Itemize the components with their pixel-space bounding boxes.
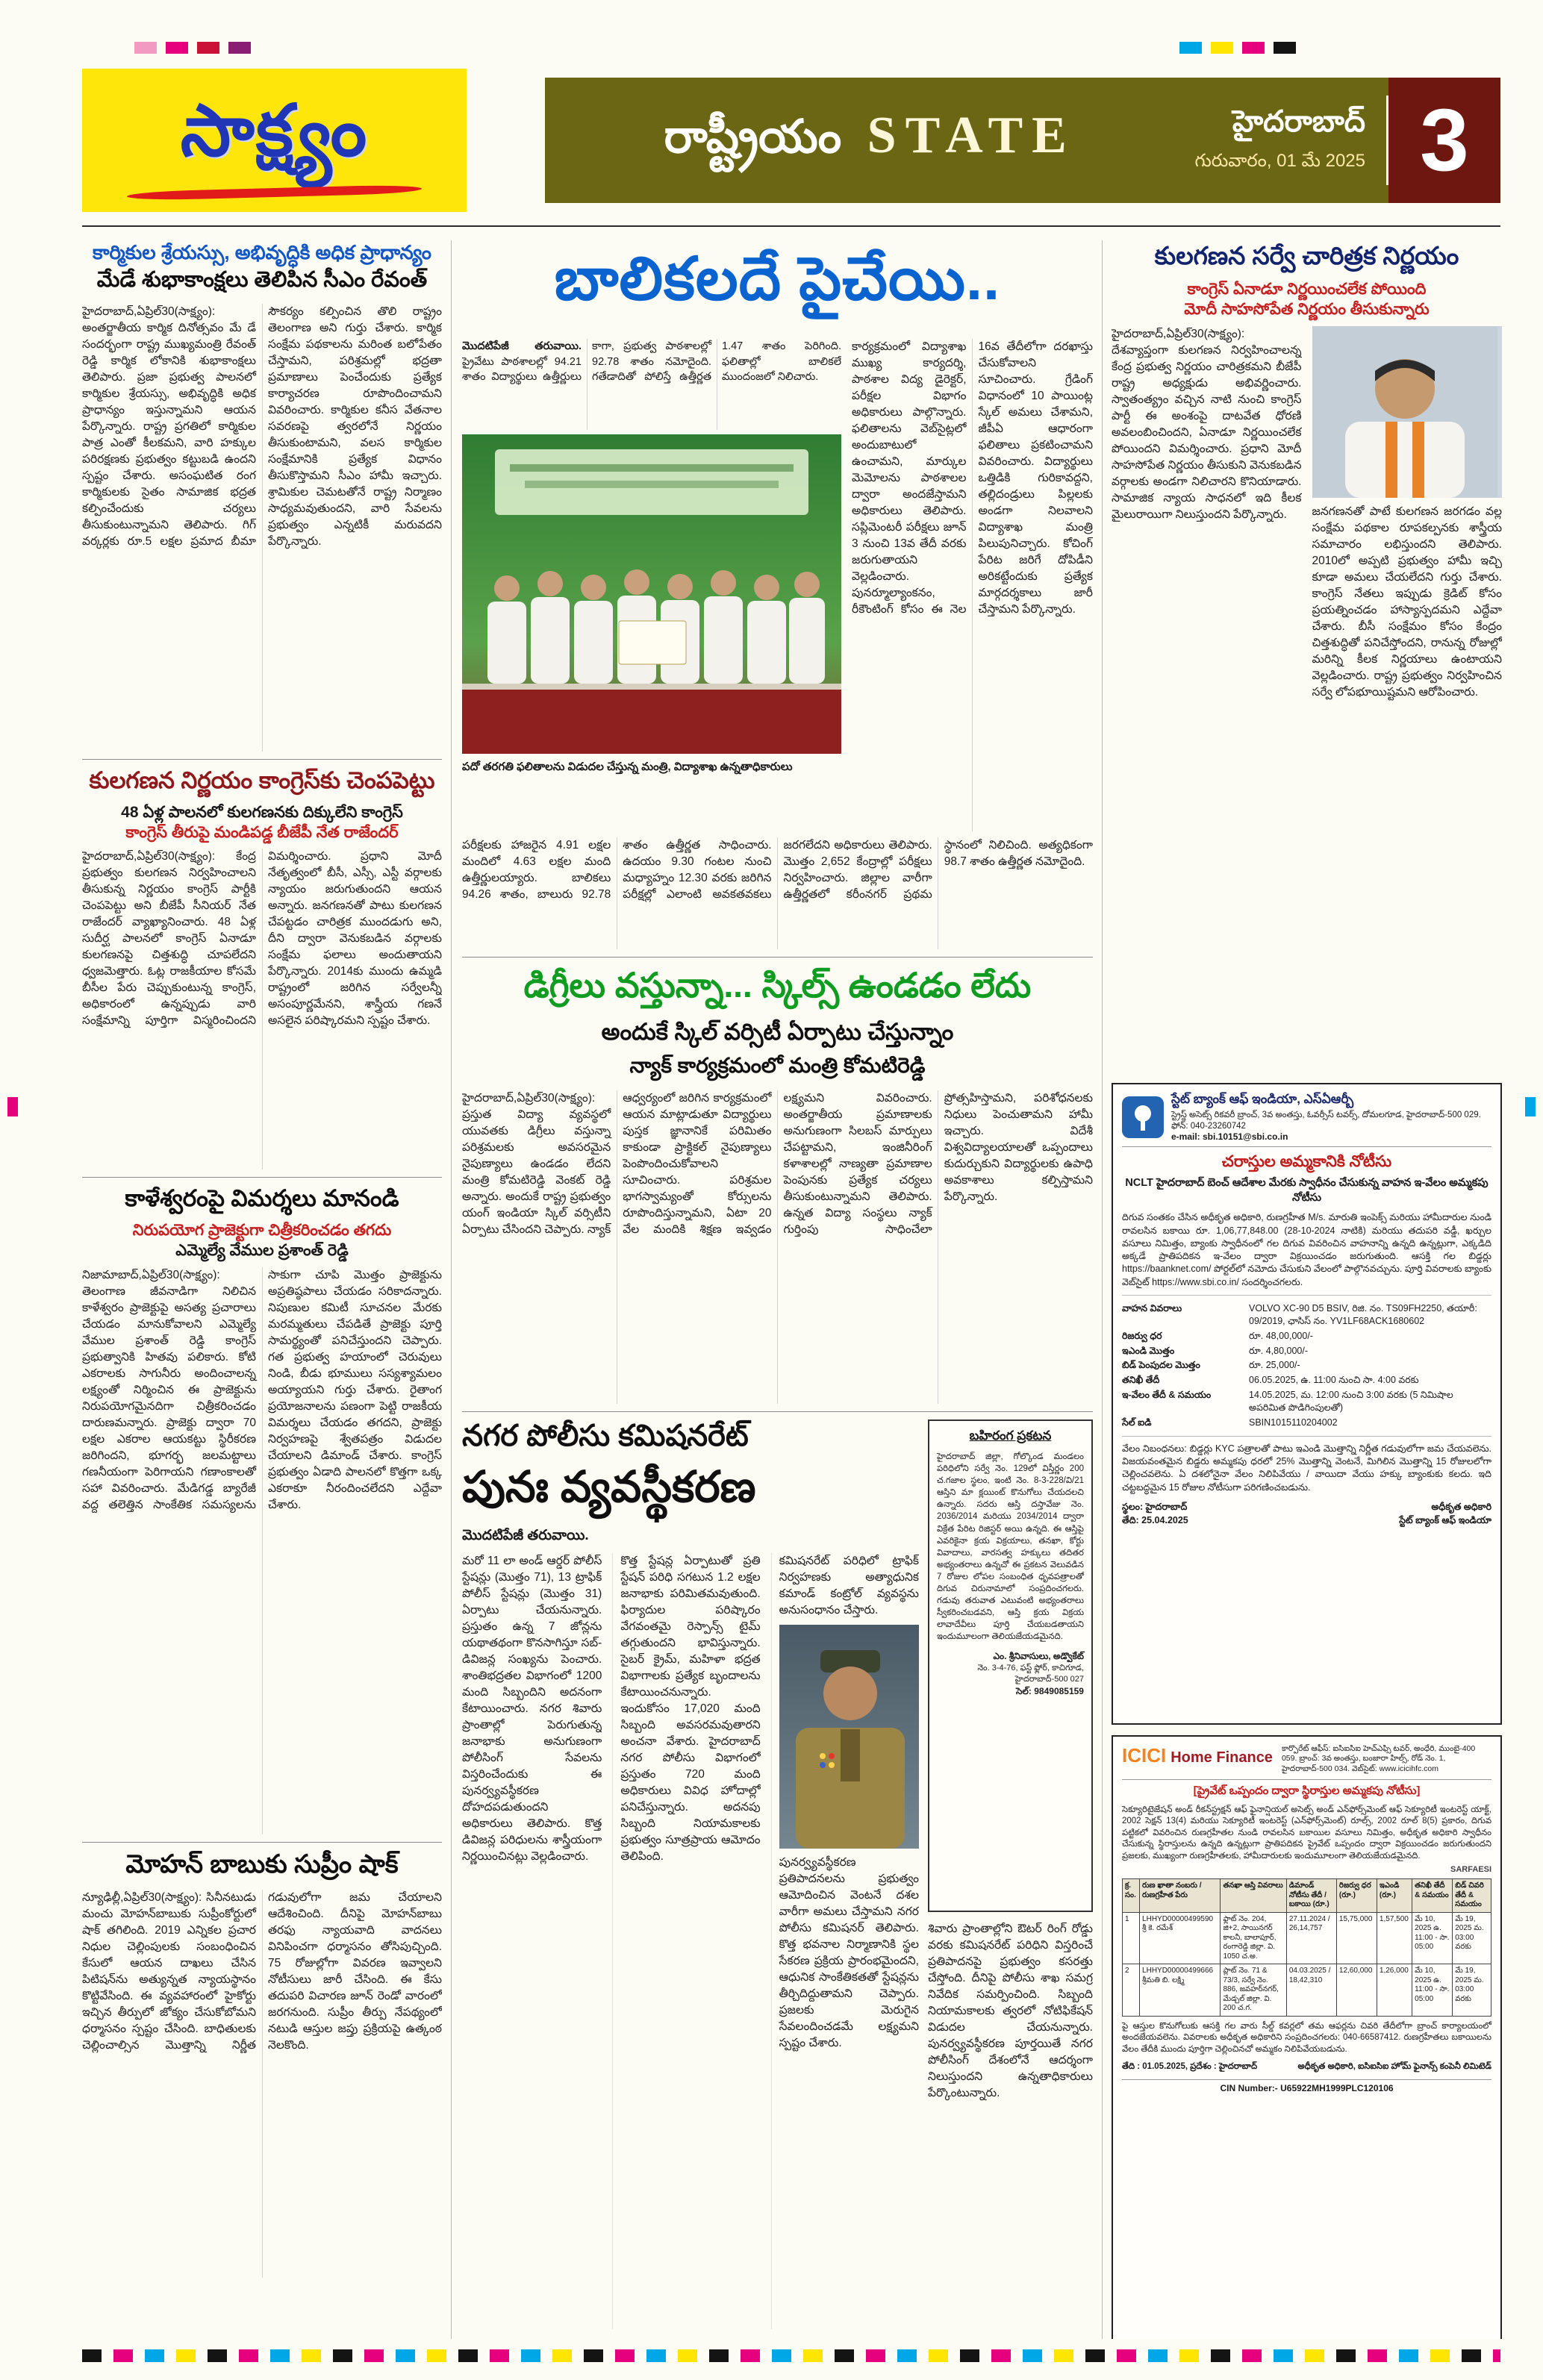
detail-value: రూ. 25,000/- (1249, 1360, 1300, 1371)
article-subhead: నిరుపయోగ ప్రాజెక్టుగా చిత్రీకరించడం తగదు (132, 1222, 392, 1240)
divider (462, 1411, 1093, 1412)
continuation-note: మొదటిపేజీ తరువాయి. (462, 1528, 589, 1543)
table-header-cell: తనఖా ఆస్తి వివరాలు (1221, 1879, 1286, 1913)
reg-mark (197, 42, 219, 54)
article-body: పరీక్షలకు హాజరైన 4.91 లక్షల మందిలో 4.63 లక్షల మంది ఉత్తీర్ణులయ్యారు. బాలికలు 94.26 శాతం, బాలురు 92.78 శాతం ఉత్తీర్ణత సాధించారు. ఉదయం 9.30 గంటల నుంచి మధ్యాహ్నం 12.30 వరకు జరిగిన పరీక్షల్లో ఎలాంటి అవకతవకలు జరగలేదని అధికారులు తెలిపారు. మొత్తం 2,652 కేంద్రాల్లో పరీక్షలు నిర్వహించారు. జిల్లాల వారీగా ఉత్తీర్ణతలో కరీంనగర్ ప్రథమ స్థానంలో నిలిచింది. అత్యధికంగా 98.7 శాతం ఉత్తీర్ణత నమోదైంది. (462, 839, 1093, 901)
article-column-text: కమిషనరేట్ పరిధిలో ట్రాఫిక్ నిర్వహణకు అత్యాధునిక కమాండ్ కంట్రోల్ వ్యవస్థను అనుసంధానం చేస్తారు. (779, 1555, 919, 1617)
detail-value: SBIN1015110204002 (1249, 1417, 1338, 1428)
table-cell: 1 (1123, 1912, 1140, 1964)
reg-mark (1179, 42, 1202, 54)
icici-logo-sub: Home Finance (1171, 1749, 1273, 1766)
icici-ad-terms: పై ఆస్తుల కొనుగోలుకు ఆసక్తి గల వారు సీల్డ్ కవర్లలో తమ ఆఫర్లను చివరి తేదీలోగా బ్రాంచ్ కార్యాలయంలో అందజేయవలెను. వివరాలకు అధీకృత అధికారిని సంప్రదించగలరు: 040-66587412. రుణగ్రహీతలు బకాయిలను వేలం తేదీకి ముందు పూర్తిగా చెల్లించినచో అమ్మకం నిలిపివేయబడును. (1122, 2021, 1491, 2054)
detail-label: బిడ్ పెంపుదల మొత్తం (1122, 1360, 1200, 1371)
table-body (1123, 1912, 1491, 2016)
police-body-columns (462, 1553, 919, 2329)
table-header-cell: ఇఎండి (రూ.) (1377, 1879, 1412, 1913)
table-cell: మే 19, 2025 మ. 03:00 వరకు (1453, 1912, 1491, 1964)
article-intro-text: ప్రైవేటు పాఠశాలల్లో 94.21 శాతం విద్యార్థులు ఉత్తీర్ణులు కాగా, ప్రభుత్వ పాఠశాలల్లో 92.78 శాతం నమోదైంది. గతేడాదితో పోలిస్తే ఉత్తీర్ణత 1.47 శాతం పెరిగింది. ఫలితాల్లో బాలికలే ముందంజలో నిలిచారు. (462, 340, 841, 384)
table-cell: LHHYD00000499590 శ్రీ కె. రమేశ్ (1140, 1912, 1221, 1964)
notice-title: బహిరంగ ప్రకటన (969, 1428, 1052, 1443)
continuation-note: మొదటిపేజీ తరువాయి. (462, 340, 582, 352)
table-cell: ప్లాట్ నెం. 71 & 73/3, సర్వే నెం. 886, జవహర్‌నగర్, మేడ్చల్ జిల్లా. వి. 200 చ.గ. (1221, 1964, 1286, 2017)
photo-caption: పదో తరగతి ఫలితాలను విడుదల చేస్తున్న మంత్రి, విద్యాశాఖ ఉన్నతాధికారులు (462, 760, 793, 773)
notice-address: నెం. 3-4-76, ఫస్ట్ ఫ్లోర్, కాచిగూడ, హైదరాబాద్-500 027 (977, 1663, 1084, 1684)
table-cell: 1,57,500 (1377, 1912, 1412, 1964)
masthead (82, 69, 1500, 212)
table-cell: 1,26,000 (1377, 1964, 1412, 2017)
notice-signoff: ఎం. శ్రీనివాసులు, అడ్వొకేట్ (993, 1650, 1084, 1661)
detail-label: రిజర్వు ధర (1122, 1330, 1162, 1341)
table-cell: 2 (1123, 1964, 1140, 2017)
edition-city: హైదరాబాద్ (1232, 105, 1365, 138)
leader-portrait-illustration (1312, 326, 1497, 498)
table-header-cell: డిమాండ్ నోటీసు తేదీ / బకాయి (రూ.) (1286, 1879, 1336, 1913)
sbi-ad-title: చరాస్తుల అమ్మకానికి నోటీసు (1221, 1153, 1392, 1171)
sbi-date: తేది: 25.04.2025 (1122, 1514, 1188, 1525)
article-body: హైదరాబాద్,ఏప్రిల్30(సాక్ష్యం): అంతర్జాతీయ కార్మిక దినోత్సవం మే డే సందర్భంగా రాష్ట్ర ముఖ్యమంత్రి రేవంత్ రెడ్డి కార్మిక లోకానికి శుభాకాంక్షలు తెలిపారు. ప్రజా ప్రభుత్వ పాలనలో కార్మికుల శ్రేయస్సు, అభివృద్ధికి అధిక ప్రాధాన్యం ఇస్తున్నామని ఆయన పేర్కొన్నారు. రాష్ట్ర ప్రగతిలో కార్మికుల పాత్ర ఎంతో కీలకమని, వారి హక్కుల పరిరక్షణకు ప్రభుత్వం కట్టుబడి ఉందని స్పష్టం చేశారు. అసంఘటిత రంగ కార్మికులకు సైతం సామాజిక భద్రత కల్పించేందుకు చర్యలు తీసుకుంటున్నామని తెలిపారు. గిగ్ వర్కర్లకు రూ.5 లక్షల ప్రమాద బీమా సౌకర్యం కల్పించిన తొలి రాష్ట్రం తెలంగాణ అని గుర్తు చేశారు. కార్మిక సంక్షేమ పథకాలను మరింత బలోపేతం చేస్తామని, పరిశ్రమల్లో భద్రతా ప్రమాణాలు పెంచేందుకు ప్రత్యేక కార్యాచరణ రూపొందించామని వివరించారు. కార్మికుల కనీస వేతనాల సవరణపై త్వరలోనే నిర్ణయం తీసుకుంటామని, వలస కార్మికుల సంక్షేమానికి ప్రత్యేక విధానం తీసుకొస్తామని సీఎం హామీ ఇచ్చారు. శ్రామికుల చెమటతోనే రాష్ట్ర నిర్మాణం సాధ్యమవుతుందని, వారి సేవలను ప్రభుత్వం ఎన్నటికీ మరువదని పేర్కొన్నారు. (82, 304, 442, 548)
sbi-bank-name: స్టేట్ బ్యాంక్ ఆఫ్ ఇండియా, ఎస్ఏఆర్బీ (1171, 1091, 1354, 1106)
icici-home-finance-ad (1112, 1735, 1502, 2339)
article-subhead: మోదీ సాహసోపేత నిర్ణయం తీసుకున్నారు (1184, 301, 1430, 319)
article-body: హైదరాబాద్,ఏప్రిల్30(సాక్ష్యం): ప్రస్తుత విద్యా వ్యవస్థలో యువతకు డిగ్రీలు వస్తున్నా పరిశ్రమలకు అవసరమైన నైపుణ్యాలు ఉండడం లేదని మంత్రి కోమటిరెడ్డి వెంకట్ రెడ్డి అన్నారు. అందుకే రాష్ట్ర ప్రభుత్వం యంగ్ ఇండియా స్కిల్ వర్సిటీని ఏర్పాటు చేసిందని చెప్పారు. న్యాక్ ఆధ్వర్యంలో జరిగిన కార్యక్రమంలో ఆయన మాట్లాడుతూ విద్యార్థులు పుస్తక జ్ఞానానికే పరిమితం కాకుండా ప్రాక్టికల్ నైపుణ్యాలు పెంపొందించుకోవాలని సూచించారు. పరిశ్రమల భాగస్వామ్యంతో కోర్సులను రూపొందిస్తున్నామని, ఏటా 20 వేల మందికి శిక్షణ ఇవ్వడం లక్ష్యమని వివరించారు. అంతర్జాతీయ ప్రమాణాలకు అనుగుణంగా సిలబస్ మార్పులు చేపట్టామని, ఇంజినీరింగ్ కళాశాలల్లో నాణ్యతా ప్రమాణాల పెంపునకు ప్రత్యేక చర్యలు తీసుకుంటున్నామని తెలిపారు. ఉన్నత విద్యా సంస్థలు న్యాక్ గుర్తింపు సాధించేలా ప్రోత్సహిస్తామని, పరిశోధనలకు నిధులు పెంచుతామని హామీ ఇచ్చారు. విదేశీ విశ్వవిద్యాలయాలతో ఒప్పందాలు కుదుర్చుకుని విద్యార్థులకు ఉపాధి అవకాశాలు కల్పిస్తామని పేర్కొన్నారు. (462, 1092, 1093, 1236)
auction-detail-row (1122, 1359, 1491, 1372)
reg-mark (1242, 42, 1265, 54)
divider (82, 1177, 442, 1178)
section-title-english: STATE (867, 107, 1076, 164)
sarfaesi-act-label: SARFAESI (1450, 1865, 1491, 1875)
notice-body: హైదరాబాద్ జిల్లా, గోల్కొండ మండలం పరిధిలోని సర్వే నెం. 129లో విస్తీర్ణం 200 చ.గజాల స్థలం, ఇంటి నెం. 8-3-228/వి/21 ఆస్తిని మా క్లయింట్ కొనుగోలు చేయదలచి ఉన్నారు. సదరు ఆస్తి దస్తావేజు నెం. 2036/2014 మరియు 2034/2014 ద్వారా విక్రేత పేరిట రిజిస్టర్ అయి ఉన్నది. ఈ ఆస్తిపై ఎవరికైనా క్రయ విక్రయాలు, తనఖా, కోర్టు వివాదాలు, వారసత్వ హక్కులు తదితర అభ్యంతరాలు ఉన్నచో ఈ ప్రకటన వెలువడిన 7 రోజుల లోపల సంబంధిత ధృవపత్రాలతో దిగువ చిరునామాలో సంప్రదించగలరు. గడువు తరువాత ఎటువంటి అభ్యంతరాలు స్వీకరించబడవని, ఆస్తి క్రయ విక్రయ లావాదేవీలు పూర్తి చేయబడతాయని ఇందుమూలంగా తెలియజేయడమైనది. (937, 1452, 1084, 1642)
section-title (545, 106, 1194, 175)
table-cell: మే 10, 2025 ఉ. 11:00 - సా. 05:00 (1412, 1964, 1453, 2017)
section-band (545, 78, 1500, 203)
table-header-cell: రిజర్వు ధర (రూ.) (1336, 1879, 1377, 1913)
police-article-main (462, 1419, 919, 2339)
icici-cin: CIN Number:- U65922MH1999PLC120106 (1122, 2079, 1491, 2093)
article-caste-survey (1112, 242, 1502, 1072)
detail-value: VOLVO XC-90 D5 BSIV, రిజి. నం. TS09FH2250, తయారీ: 09/2019, ఛాసిస్ నం. YV1LF68ACK1680602 (1249, 1302, 1477, 1326)
article-intro (462, 339, 841, 430)
edition-info (1194, 96, 1388, 185)
reg-mark (166, 42, 188, 54)
sbi-ad-terms: వేలం నిబంధనలు: బిడ్డర్లు KYC పత్రాలతో పాటు ఇఎండి మొత్తాన్ని నిర్ణీత గడువులోగా జమ చేయవలెను. విజయవంతమైన బిడ్డరు అమ్మకపు ధరలో 25% మొత్తాన్ని వెంటనే, మిగిలిన మొత్తాన్ని 15 రోజులలోగా చెల్లించవలెను. ఏ దశలోనైనా వేలం నిలిపివేయు / వాయిదా వేయు హక్కు బ్యాంకుకు కలదు. ఇది చట్టబద్ధమైన 15 రోజుల నోటీసుగా పరిగణించబడును. (1122, 1443, 1491, 1493)
photo-ssc-results-event (462, 434, 841, 754)
article-column-text: పునర్వ్యవస్థీకరణ ప్రతిపాదనలను ప్రభుత్వం ఆమోదించిన వెంటనే దశల వారీగా అమలు చేస్తామని నగర పోలీసు కమిషనర్ తెలిపారు. కొత్త భవనాల నిర్మాణానికి స్థల సేకరణ ప్రక్రియ ప్రారంభమైందని, ఆధునిక సాంకేతికతతో స్టేషన్లను తీర్చిదిద్దుతామని చెప్పారు. ప్రజలకు మెరుగైన సేవలందించడమే లక్ష్యమని స్పష్టం చేశారు. (779, 1856, 919, 2049)
sbi-place: స్థలం: హైదరాబాద్ (1122, 1501, 1188, 1512)
article-headline: కులగణన నిర్ణయం కాంగ్రెస్‌కు చెంపపెట్టు (89, 766, 435, 793)
table-row (1123, 1912, 1491, 1964)
article-body: నిజామాబాద్,ఏప్రిల్30(సాక్ష్యం): తెలంగాణ జీవనాడిగా నిలిచిన కాళేశ్వరం ప్రాజెక్టుపై అసత్య ప్రచారాలు చేయడం మానుకోవాలని ఎమ్మెల్యే వేముల ప్రశాంత్ రెడ్డి కాంగ్రెస్ ప్రభుత్వానికి హితవు పలికారు. కోటి ఎకరాలకు సాగునీరు అందించాలన్న లక్ష్యంతో నిర్మించిన ఈ ప్రాజెక్టును నిరుపయోగమైనదిగా చిత్రీకరించడం దారుణమన్నారు. ప్రాజెక్టు ద్వారా 70 లక్షల ఎకరాల ఆయకట్టు స్థిరీకరణ జరిగిందని, భూగర్భ జలమట్టాలు గణనీయంగా పెరిగాయని గణాంకాలతో సహా వివరించారు. మేడిగడ్డ బ్యారేజీ వద్ద తలెత్తిన సాంకేతిక సమస్యలను సాకుగా చూపి మొత్తం ప్రాజెక్టును అప్రతిష్ఠపాలు చేయడం సరికాదన్నారు. నిపుణుల కమిటీ సూచనల మేరకు మరమ్మతులు చేపడితే ప్రాజెక్టు పూర్తి సామర్థ్యంతో పనిచేస్తుందని చెప్పారు. గత ప్రభుత్వ హయాంలో చెరువులు నిండి, బీడు భూములు సస్యశ్యామలం అయ్యాయని గుర్తు చేశారు. రైతాంగ ప్రయోజనాలను పణంగా పెట్టి రాజకీయ విమర్శలు చేయడం తగదని, ప్రాజెక్టు నిర్వహణపై శ్వేతపత్రం విడుదల చేయాలని డిమాండ్ చేశారు. కాంగ్రెస్ ప్రభుత్వం ఏడాది పాలనలో కొత్తగా ఒక్క ఎకరాకూ నీరందించలేదని ఎద్దేవా చేశారు. (82, 1268, 442, 1511)
article-may-day (82, 240, 442, 752)
article-subhead: న్యాక్ కార్యక్రమంలో మంత్రి కోమటిరెడ్డి (629, 1054, 926, 1077)
divider (82, 759, 442, 760)
divider (82, 1842, 442, 1843)
icici-ad-header (1122, 1744, 1491, 1780)
sbi-place-date (1122, 1502, 1188, 1528)
lead-headline: బాలికలదే పైచేయి.. (554, 246, 1001, 312)
article-mohan-babu (82, 1850, 442, 2278)
detail-value: 06.05.2025, ఉ. 11:00 నుంచి సా. 4:00 వరకు (1249, 1375, 1419, 1386)
article-column: హైదరాబాద్,ఏప్రిల్30(సాక్ష్యం): దేశవ్యాప్తంగా కులగణన నిర్వహించాలన్న కేంద్ర ప్రభుత్వ నిర్ణయం చారిత్రకమని బీజేపీ రాష్ట్ర అధ్యక్షుడు అభివర్ణించారు. స్వాతంత్య్రం వచ్చిన నాటి నుంచి కాంగ్రెస్ పార్టీ ఈ అంశంపై దాటవేత ధోరణి అవలంబించిందని, ఏనాడూ నిర్ణయించలేక పోయిందని విమర్శించారు. ప్రధాని మోదీ సాహసోపేత నిర్ణయం తీసుకుని వెనుకబడిన వర్గాలకు అండగా నిలిచారని కొనియాడారు. సామాజిక న్యాయ సాధనలో ఇది కీలక మైలురాయిగా నిలుస్తుందని పేర్కొన్నారు. (1112, 327, 1302, 521)
table-cell: 12,60,000 (1336, 1964, 1377, 2017)
page-number-box (1388, 78, 1500, 203)
article-column (771, 1553, 919, 2329)
sbi-ad-footer (1122, 1502, 1491, 1528)
print-registration-marks-right (1179, 42, 1296, 54)
auction-detail-row (1122, 1389, 1491, 1414)
left-column (82, 240, 442, 2339)
masthead-divider (82, 225, 1500, 227)
auction-detail-row (1122, 1345, 1491, 1358)
article-subhead: 48 ఏళ్ల పాలనలో కులగణనకు దిక్కులేని కాంగ్రెస్ (121, 803, 403, 821)
sbi-logo-icon (1122, 1096, 1164, 1138)
icici-signature: అధీకృత అధికారి, ఐసిఐసిఐ హోమ్ ఫైనాన్స్ కంపెనీ లిమిటెడ్ (1297, 2062, 1491, 2072)
table-header-cell: తనిఖీ తేదీ & సమయం (1412, 1879, 1453, 1913)
edition-date: గురువారం, 01 మే 2025 (1194, 151, 1365, 171)
print-registration-marks-left (134, 42, 251, 54)
article-body: న్యూఢిల్లీ,ఏప్రిల్30(సాక్ష్యం): సినీనటుడు మంచు మోహన్‌బాబుకు సుప్రీంకోర్టులో షాక్ తగిలింది. 2019 ఎన్నికల ప్రచార నిధుల చెల్లింపులకు సంబంధించిన కేసులో ఆయన దాఖలు చేసిన పిటిషన్‌ను అత్యున్నత న్యాయస్థానం కొట్టివేసింది. ఈ వ్యవహారంలో హైకోర్టు ఇచ్చిన తీర్పులో జోక్యం చేసుకోబోమని ధర్మాసనం స్పష్టం చేసింది. బాధితులకు చెల్లించాల్సిన మొత్తాన్ని నిర్ణీత గడువులోగా జమ చేయాలని ఆదేశించింది. దీనిపై మోహన్‌బాబు తరఫు న్యాయవాది వాదనలు వినిపించగా ధర్మాసనం తోసిపుచ్చింది. 75 రోజుల్లోగా వివరణ ఇవ్వాలని నోటీసులు జారీ చేసింది. ఈ కేసు తదుపరి విచారణ జూన్ రెండో వారంలో జరగనుంది. సుప్రీం తీర్పు నేపథ్యంలో నటుడి ఆస్తుల జప్తు ప్రక్రియపై ఉత్కంఠ నెలకొంది. (82, 1890, 442, 2052)
article-caste-slap (82, 767, 442, 1170)
icici-ad-paragraph: సెక్యూరిటైజేషన్ అండ్ రీకన్‌స్ట్రక్షన్ ఆఫ్ ఫైనాన్షియల్ అసెట్స్ అండ్ ఎన్‌ఫోర్స్‌మెంట్ ఆఫ్ సెక్యూరిటీ ఇంటరెస్ట్ యాక్ట్, 2002 సెక్షన్ 13(4) మరియు సెక్యూరిటీ ఇంటరెస్ట్ (ఎన్‌ఫోర్స్‌మెంట్) రూల్స్, 2002 రూల్ 8(5) ప్రకారం, దిగువ పట్టికలో వివరించిన రుణగ్రహీతల నుండి రావలసిన బకాయిల వసూలు నిమిత్తం, అధీకృత అధికారి స్వాధీనం చేసుకున్న స్థిరాస్తులను ఉన్నది ఉన్నట్లుగా ప్రాతిపదికన ప్రైవేట్ ఒప్పందం ద్వారా విక్రయించడం జరుగుతుందని ప్రజలకు, ముఖ్యంగా రుణగ్రహీతలకు, హామీదారులకు ఇందుమూలంగా తెలియజేయడమైనది. (1122, 1805, 1491, 1861)
article-subhead: మేడే శుభాకాంక్షలు తెలిపిన సీఎం రేవంత్ (96, 267, 428, 292)
sbi-auction-ad (1112, 1083, 1502, 1725)
article-ssc-results (462, 339, 1093, 831)
detail-value: రూ. 4,80,000/- (1249, 1345, 1309, 1356)
detail-value: 14.05.2025, మ. 12:00 నుంచి 3:00 వరకు (5 నిమిషాల అపరిమిత పొడిగింపులతో) (1249, 1390, 1453, 1414)
auction-detail-row (1122, 1417, 1491, 1429)
sbi-sign-org: స్టేట్ బ్యాంక్ ఆఫ్ ఇండియా (1399, 1514, 1491, 1525)
detail-label: ఇ-వేలం తేదీ & సమయం (1122, 1390, 1212, 1401)
section-title-telugu: రాష్ట్రీయం (664, 111, 842, 163)
article-column-text: జనగణనతో పాటే కులగణన జరగడం వల్ల సంక్షేమ పథకాల రూపకల్పనకు శాస్త్రీయ సమాచారం లభిస్తుందని తెలిపారు. 2010లో అప్పటి ప్రభుత్వం హామీ ఇచ్చి కూడా అమలు చేయలేదని గుర్తు చేశారు. కాంగ్రెస్ నేతలు ఇప్పుడు క్రెడిట్ కోసం ప్రయత్నించడం హాస్యాస్పదమని ఎద్దేవా చేశారు. బీసీ సంక్షేమం కోసం కేంద్రం చిత్తశుద్ధితో పనిచేస్తోందని, రానున్న రోజుల్లో మరిన్ని కీలక నిర్ణయాలు ఉంటాయని వెల్లడించారు. రాష్ట్ర ప్రభుత్వం నిర్వహించిన సర్వే లోపభూయిష్టమని ఆరోపించారు. (1312, 505, 1502, 699)
sbi-bank-address: స్ట్రెస్డ్ అసెట్స్ రికవరీ బ్రాంచ్, 3వ అంతస్తు, ఓవర్సీస్ టవర్స్, దోమలగూడ, హైదరాబాద్-500 029. ఫోన్: 040-23260742 (1171, 1110, 1481, 1131)
table-header-cell: బిడ్ చివరి తేదీ & సమయం (1453, 1879, 1491, 1913)
article-subhead: కాంగ్రెస్ తీరుపై మండిపడ్డ బీజేపీ నేత రాజేందర్ (125, 823, 399, 841)
icici-date-place: తేది : 01.05.2025, ప్రదేశం : హైదరాబాద్ (1122, 2062, 1258, 2072)
reg-mark (1211, 42, 1233, 54)
auction-detail-row (1122, 1330, 1491, 1343)
police-portrait-illustration (779, 1625, 919, 1849)
table-row (1123, 1964, 1491, 2017)
masthead-gap (467, 69, 545, 212)
sbi-ad-subtitle: NCLT హైదరాబాద్ బెంచ్ ఆదేశాల మేరకు స్వాధీనం చేసుకున్న వాహన ఇ-వేలం అమ్మకపు నోటీసు (1125, 1177, 1489, 1205)
print-color-bar (82, 2349, 1500, 2362)
table-header (1123, 1879, 1491, 1913)
detail-value: రూ. 48,00,000/- (1249, 1330, 1313, 1341)
sbi-sign-title: అధీకృత అధికారి (1431, 1501, 1491, 1512)
reg-mark (1274, 42, 1296, 54)
article-column: శివారు ప్రాంతాల్లోని ఔటర్ రింగ్ రోడ్డు వరకు కమిషనరేట్ పరిధిని విస్తరించే ప్రతిపాదనపై ప్రభుత్వం కసరత్తు చేస్తోంది. దీనిపై పోలీసు శాఖ సమగ్ర నివేదిక సమర్పించింది. సిబ్బంది నియామకాలకు త్వరలో నోటిఫికేషన్ విడుదల చేయనున్నారు. పునర్వ్యవస్థీకరణ పూర్తయితే నగర పోలీసింగ్ దేశంలోనే ఆదర్శంగా నిలుస్తుందని ఉన్నతాధికారులు పేర్కొంటున్నారు. (928, 1923, 1093, 2099)
police-side-stack (928, 1419, 1093, 2339)
auction-detail-row (1122, 1302, 1491, 1328)
icici-auction-table (1122, 1878, 1491, 2017)
newspaper-logo (82, 69, 467, 212)
center-column (451, 240, 1093, 2339)
article-kaleshwaram (82, 1185, 442, 1834)
detail-label: వాహన వివరాలు (1122, 1302, 1182, 1314)
survey-body-columns (1112, 326, 1502, 1072)
photo-police-commissioner (779, 1625, 919, 1849)
icici-logo-main: ICICI (1122, 1743, 1167, 1767)
sbi-ad-paragraph: దిగువ సంతకం చేసిన అధీకృత అధికారి, రుణగ్రహీత M/s. మారుతి ఇంపెక్స్ మరియు హామీదారుల నుండి రావలసిన బకాయి రూ. 1,06,77,848.00 (28-10-2024 నాటికి) మరియు తదుపరి వడ్డీ, ఖర్చుల వసూలు నిమిత్తం, బ్యాంకు స్వాధీనంలో గల దిగువ వివరించిన వాహనాన్ని ఉన్నది ఉన్నట్లుగా, ఎక్కడిది అక్కడే ప్రాతిపదికన ఇ-వేలం ద్వారా విక్రయించడం జరుగుతుంది. ఆసక్తి గల బిడ్డర్లు https://baanknet.com/ పోర్టల్‌లో నమోదు చేసుకుని వేలంలో పాల్గొనవచ్చును. పూర్తి వివరాలకు బ్యాంకు వెబ్‌సైట్ https://www.sbi.co.in/ సందర్శించగలరు. (1122, 1212, 1491, 1287)
article-column: మరో 11 లా అండ్ ఆర్డర్ పోలీస్ స్టేషన్లు (మొత్తం 71), 13 ట్రాఫిక్ పోలీస్ స్టేషన్లు (మొత్తం 31) ఏర్పాటు చేయనున్నారు. ప్రస్తుతం ఉన్న 7 జోన్లను యథాతథంగా కొనసాగిస్తూ సబ్-డివిజన్ల సంఖ్యను పెంచారు. శాంతిభద్రతల విభాగంలో 1200 మంది సిబ్బందిని అదనంగా కేటాయించారు. నగర శివారు ప్రాంతాల్లో పెరుగుతున్న జనాభాకు అనుగుణంగా పోలీసింగ్ సేవలను విస్తరించేందుకు ఈ పునర్వ్యవస్థీకరణ దోహదపడుతుందని అధికారులు తెలిపారు. కొత్త డివిజన్ల పరిధులను శాస్త్రీయంగా నిర్ణయించినట్లు వెల్లడించారు. (462, 1555, 602, 1863)
sbi-ad-header (1122, 1092, 1491, 1148)
article-headline: డిగ్రీలు వస్తున్నా... స్కిల్స్ ఉండడం లేదు (523, 966, 1032, 1005)
article-column: కొత్త స్టేషన్ల ఏర్పాటుతో ప్రతి స్టేషన్ పరిధి సగటున 1.2 లక్షల జనాభాకు పరిమితమవుతుంది. ఫిర్యాదుల పరిష్కారం వేగవంతమై రెస్పాన్స్ టైమ్ తగ్గుతుందని భావిస్తున్నారు. సైబర్ క్రైమ్, మహిళా భద్రత విభాగాలకు ప్రత్యేక బృందాలను కేటాయించనున్నారు. ఇందుకోసం 17,020 మంది సిబ్బంది అవసరమవుతారని అంచనా వేశారు. హైదరాబాద్ నగర పోలీసు విభాగంలో ప్రస్తుతం 720 మంది అధికారులు వివిధ హోదాల్లో పనిచేస్తున్నారు. అదనపు సిబ్బంది నియామకాలకు ప్రభుత్వం సూత్రప్రాయ ఆమోదం తెలిపింది. (612, 1553, 760, 2329)
sbi-signature (1399, 1502, 1491, 1528)
photo-ssc-illustration (462, 434, 841, 754)
table-cell: 27.11.2024 / 26,14,757 (1286, 1912, 1336, 1964)
reg-mark (134, 42, 157, 54)
divider (462, 957, 1093, 958)
table-cell: ఫ్లాట్ నెం. 204, జి+2, సాయినగర్ కాలనీ, బాలాపూర్, రంగారెడ్డి జిల్లా. వి. 1050 చ.అ. (1221, 1912, 1286, 1964)
table-header-cell: క్ర. సం. (1123, 1879, 1140, 1913)
auction-detail-row (1122, 1374, 1491, 1387)
table-cell: LHHYD00000499666 శ్రీమతి బి. లక్ష్మి (1140, 1964, 1221, 2017)
article-body: హైదరాబాద్,ఏప్రిల్30(సాక్ష్యం): కేంద్ర ప్రభుత్వం కులగణన నిర్వహించాలని తీసుకున్న నిర్ణయం కాంగ్రెస్ పార్టీకి చెంపపెట్టు అని బీజేపీ సీనియర్ నేత రాజేందర్ వ్యాఖ్యానించారు. 48 ఏళ్ల సుదీర్ఘ పాలనలో కాంగ్రెస్ ఏనాడూ కులగణనపై చిత్తశుద్ధి చూపలేదని ధ్వజమెత్తారు. ఓట్ల రాజకీయాల కోసమే బీసీల పేరు చెప్పుకుంటున్న కాంగ్రెస్, అధికారంలో ఉన్నప్పుడు వారి సంక్షేమాన్ని పూర్తిగా విస్మరించిందని విమర్శించారు. ప్రధాని మోదీ నేతృత్వంలో బీసీ, ఎస్సీ, ఎస్టీ వర్గాలకు న్యాయం జరుగుతుందని ఆయన అన్నారు. జనగణనతో పాటు కులగణన చేపట్టడం చారిత్రక ముందడుగు అని, దీని ద్వారా వెనుకబడిన వర్గాలకు సంక్షేమ ఫలాలు అందుతాయని పేర్కొన్నారు. 2014కు ముందు ఉమ్మడి రాష్ట్రంలో జరిగిన సర్వేలన్నీ అసంపూర్ణమేనని, శాస్త్రీయ గణనే అసలైన పరిష్కారమని స్పష్టం చేశారు. (82, 850, 442, 1028)
table-cell: 04.03.2025 / 18,42,310 (1286, 1964, 1336, 2017)
icici-ad-footer (1122, 2061, 1491, 2073)
article-kicker: కార్మికుల శ్రేయస్సు, అభివృద్ధికి అధిక ప్రాధాన్యం (93, 241, 431, 263)
article-headline: నగర పోలీసు కమిషనరేట్ (462, 1419, 749, 1452)
article-headline: కులగణన సర్వే చారిత్రక నిర్ణయం (1154, 242, 1459, 269)
sbi-bank-email: e-mail: sbi.10151@sbi.co.in (1171, 1131, 1288, 1143)
article-skills (462, 965, 1093, 1404)
newspaper-logo-text: సాక్ష్యం (180, 91, 369, 171)
reg-mark (228, 42, 251, 54)
legal-notice (928, 1419, 1093, 1912)
photo-bjp-leader (1312, 326, 1503, 498)
right-column (1102, 240, 1502, 2339)
icici-ad-title: [ప్రైవేట్ ఒప్పందం ద్వారా స్థిరాస్తుల అమ్మకపు నోటీసు] (1193, 1784, 1421, 1797)
table-header-row (1123, 1879, 1491, 1913)
reg-mark (1525, 1097, 1536, 1116)
sbi-bank-info (1171, 1092, 1491, 1143)
article-police-reorg (462, 1419, 1093, 2339)
article-side-column: కార్యక్రమంలో విద్యాశాఖ ముఖ్య కార్యదర్శి, పాఠశాల విద్య డైరెక్టర్, పరీక్షల విభాగం అధికారులు పాల్గొన్నారు. ఫలితాలను వెబ్‌సైట్లలో అందుబాటులో ఉంచామని, మార్కుల మెమోలను పాఠశాలల ద్వారా అందజేస్తామని అధికారులు తెలిపారు. సప్లిమెంటరీ పరీక్షలు జూన్ 3 నుంచి 13వ తేదీ వరకు జరుగుతాయని వెల్లడించారు. పునర్మూల్యాంకనం, రీకౌంటింగ్ కోసం ఈ నెల 16వ తేదీలోగా దరఖాస్తు చేసుకోవాలని సూచించారు. గ్రేడింగ్ విధానంలో 10 పాయింట్ల స్కేల్ అమలు చేశామని, జీపీఏ ఆధారంగా ఫలితాలు ప్రకటించామని వివరించారు. విద్యార్థులు ఒత్తిడికి గురికావద్దని, తల్లిదండ్రులు పిల్లలకు అండగా నిలవాలని విద్యాశాఖ మంత్రి పిలుపునిచ్చారు. కోచింగ్ పేరిట జరిగే దోపిడీని అరికట్టేందుకు ప్రత్యేక మార్గదర్శకాలు జారీ చేస్తామని పేర్కొన్నారు. (852, 340, 1093, 616)
article-column (1312, 326, 1503, 1072)
table-header-cell: రుణ ఖాతా నంబరు / రుణగ్రహీత పేరు (1140, 1879, 1221, 1913)
detail-label: ఇఎండి మొత్తం (1122, 1345, 1175, 1356)
table-cell: మే 10, 2025 ఉ. 11:00 - సా. 05:00 (1412, 1912, 1453, 1964)
ssc-left-block (462, 339, 841, 831)
notice-phone: సెల్: 9849085159 (1015, 1685, 1084, 1696)
icici-address: కార్పొరేట్ ఆఫీస్: ఐసిఐసిఐ హెచ్ఎఫ్సి టవర్, అంధేరి, ముంబై-400 059. బ్రాంచ్: 3వ అంతస్తు, బంజారా హిల్స్, రోడ్ నెం. 1, హైదరాబాద్-500 034. వెబ్‌సైట్: www.icicihfc.com (1281, 1743, 1476, 1773)
table-cell: 15,75,000 (1336, 1912, 1377, 1964)
sbi-auction-details (1122, 1295, 1491, 1437)
table-cell: మే 19, 2025 మ. 03:00 వరకు (1453, 1964, 1491, 2017)
detail-label: సేల్ ఐడి (1122, 1417, 1152, 1428)
article-subhead: ఎమ్మెల్యే వేముల ప్రశాంత్ రెడ్డి (175, 1242, 349, 1260)
article-headline: మోహన్ బాబుకు సుప్రీం షాక్ (125, 1849, 399, 1878)
article-subhead: కాంగ్రెస్ ఏనాడూ నిర్ణయించలేక పోయింది (1187, 281, 1427, 298)
icici-logo (1122, 1744, 1273, 1767)
article-headline: కాళేశ్వరంపై విమర్శలు మానండి (125, 1185, 399, 1212)
reg-mark (7, 1097, 18, 1116)
article-subhead: అందుకే స్కిల్ వర్సిటీ ఏర్పాటు చేస్తున్నాం (601, 1019, 954, 1045)
detail-label: తనిఖీ తేదీ (1122, 1375, 1160, 1386)
page-number: 3 (1420, 91, 1469, 190)
article-headline: పునః వ్యవస్థీకరణ (462, 1463, 756, 1511)
